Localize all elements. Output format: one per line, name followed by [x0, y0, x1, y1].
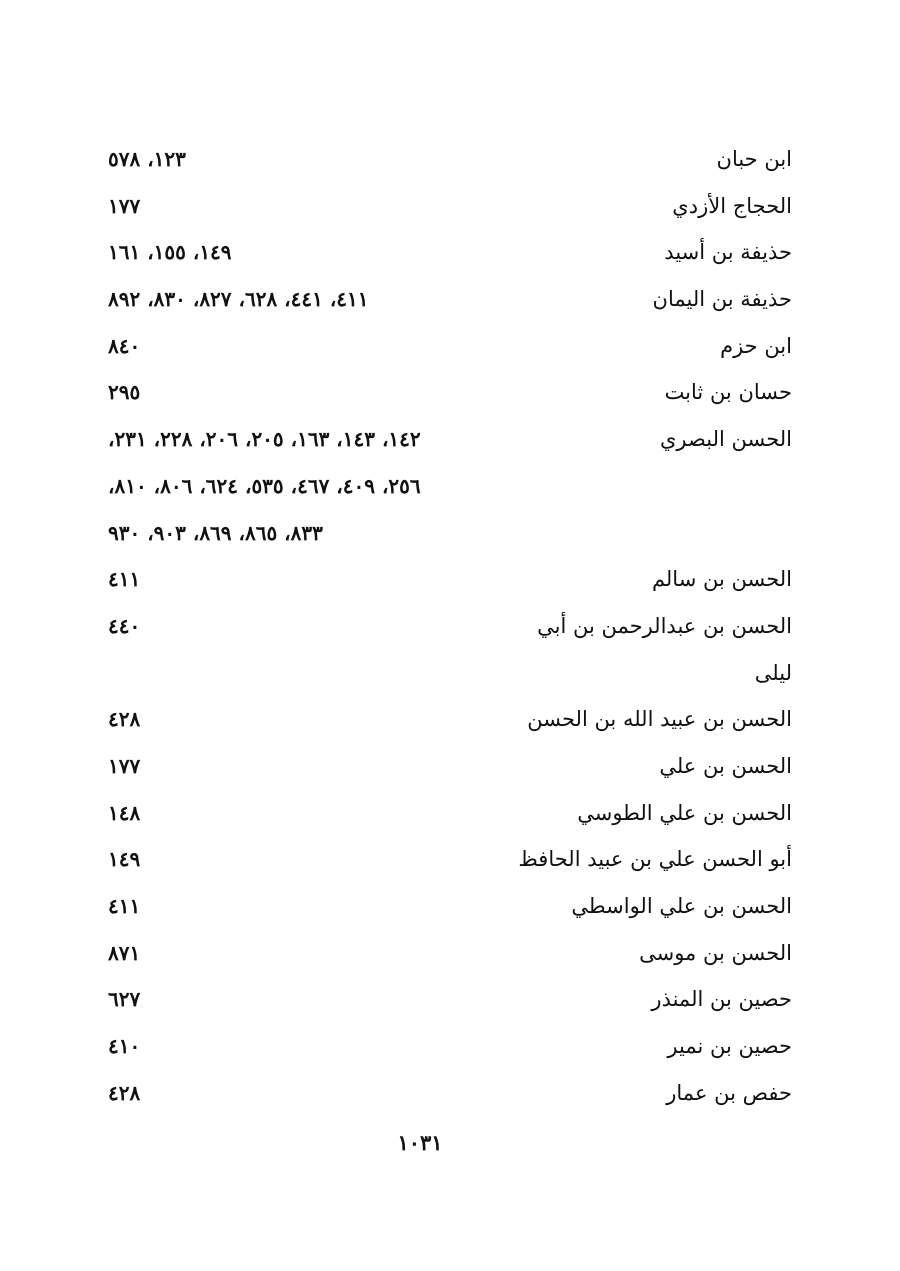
entry-name: الحسن بن سالم — [651, 567, 792, 592]
entry-name: حفص بن عمار — [666, 1080, 792, 1105]
entry-pages: ٨٣٣، ٨٦٥، ٨٦٩، ٩٠٣، ٩٣٠ — [108, 520, 323, 545]
entry-pages: ١٤٩، ١٥٥، ١٦١ — [108, 240, 232, 265]
index-entry — [108, 1070, 792, 1117]
index-entry — [108, 183, 792, 230]
entry-pages: ٤٤٠ — [108, 613, 141, 638]
entry-pages: ٤١١، ٤٤١، ٦٢٨، ٨٢٧، ٨٣٠، ٨٩٢ — [108, 287, 369, 312]
index-entry — [108, 836, 792, 883]
index-entry — [108, 603, 792, 650]
entry-name: الحسن بن علي الطوسي — [577, 800, 792, 825]
entry-pages: ١٤٢، ١٤٣، ١٦٣، ٢٠٥، ٢٠٦، ٢٢٨، ٢٣١، — [108, 427, 421, 452]
index-entry — [108, 369, 792, 416]
entry-pages: ١٤٩ — [108, 847, 141, 872]
entry-name: الحسن بن علي الواسطي — [571, 894, 792, 918]
entry-name: حصين بن نمير — [667, 1034, 792, 1059]
entry-name: أبو الحسن علي بن عبيد الحافظ — [518, 847, 792, 872]
index-entry — [108, 976, 792, 1023]
entry-name: حذيفة بن اليمان — [652, 287, 792, 312]
entry-pages: ٤١٠ — [108, 1034, 141, 1059]
entry-pages: ٢٥٦، ٤٠٩، ٤٦٧، ٥٣٥، ٦٢٤، ٨٠٦، ٨١٠، — [108, 473, 421, 498]
index-entry — [108, 276, 792, 323]
entry-name: ليلى — [754, 660, 792, 685]
entry-pages: ٨٤٠ — [108, 333, 141, 358]
index-entry — [108, 696, 792, 743]
entry-name: حصين بن المنذر — [651, 987, 792, 1012]
entry-pages: ١٤٨ — [108, 800, 141, 825]
entry-pages: ٤٢٨ — [108, 1080, 141, 1105]
page-number: ١٠٣١ — [397, 1130, 443, 1155]
index-entry — [108, 136, 792, 183]
index-entry — [108, 556, 792, 603]
index-entry — [108, 743, 792, 790]
entry-name: ابن حبان — [716, 147, 792, 171]
entry-name: ابن حزم — [720, 333, 792, 358]
entry-pages: ٦٢٧ — [108, 987, 141, 1012]
index-entry — [108, 323, 792, 370]
entry-pages: ٤٢٨ — [108, 707, 141, 732]
entry-pages: ١٧٧ — [108, 193, 141, 218]
entry-name: الحسن بن موسى — [639, 940, 792, 965]
entry-pages: ١٢٣، ٥٧٨ — [108, 147, 186, 171]
index-entry — [108, 790, 792, 837]
index-entry — [108, 229, 792, 276]
entry-pages: ١٧٧ — [108, 753, 141, 778]
entry-name: الحجاج الأزدي — [672, 193, 792, 218]
index-list — [108, 136, 792, 1116]
entry-pages: ٤١١ — [108, 894, 141, 918]
entry-pages: ٨٧١ — [108, 940, 141, 965]
index-entry — [108, 1023, 792, 1070]
entry-name: حسان بن ثابت — [664, 380, 792, 405]
entry-pages: ٤١١ — [108, 567, 141, 592]
entry-name: الحسن بن عبدالرحمن بن أبي — [537, 613, 792, 638]
entry-name: الحسن بن عبيد الله بن الحسن — [527, 707, 792, 732]
entry-name: الحسن البصري — [660, 427, 792, 452]
index-entry — [108, 930, 792, 977]
index-entry-continuation — [108, 463, 792, 510]
entry-name: حذيفة بن أسيد — [664, 240, 792, 265]
index-entry-continuation — [108, 650, 792, 697]
entry-pages: ٢٩٥ — [108, 380, 141, 405]
index-entry — [108, 416, 792, 463]
entry-name: الحسن بن علي — [659, 753, 792, 778]
index-entry-continuation — [108, 510, 792, 557]
index-entry — [108, 883, 792, 930]
